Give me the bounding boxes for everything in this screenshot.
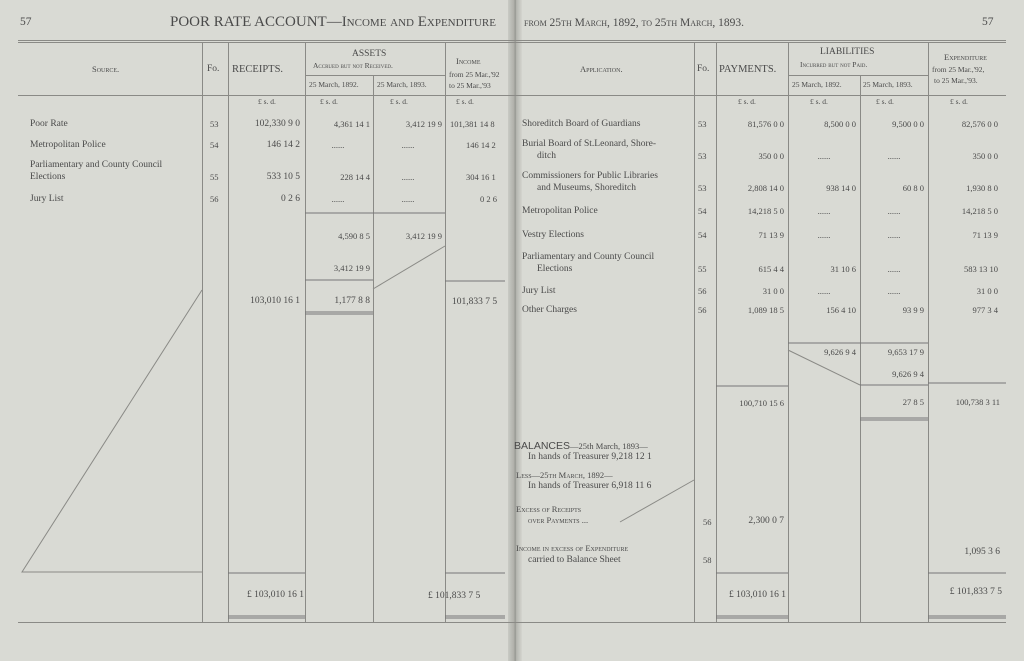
currency-header: £ s. d. xyxy=(876,97,894,106)
page-number-right: 57 xyxy=(982,16,994,28)
right-row-payment: 31 0 0 xyxy=(762,286,784,296)
right-row-liab93: ...... xyxy=(887,230,901,240)
income-excess-label: Income in excess of Expenditure xyxy=(516,543,629,553)
header-expenditure-sub2: to 25 Mar.,'93. xyxy=(934,76,978,85)
left-row-receipts: 146 14 2 xyxy=(266,140,300,150)
right-row-expenditure: 583 13 10 xyxy=(964,264,998,274)
left-row-asset92: ...... xyxy=(331,194,345,204)
balances-heading: BALANCES—25th March, 1893— xyxy=(514,440,648,452)
currency-header: £ s. d. xyxy=(456,97,474,106)
left-row-asset92: 4,361 14 1 xyxy=(333,119,370,129)
right-row-liab92: ...... xyxy=(817,206,831,216)
left-row-income: 304 16 1 xyxy=(466,172,496,182)
left-row-income: 146 14 2 xyxy=(466,140,496,150)
left-row-asset93: ...... xyxy=(401,172,415,182)
income-excess-label-cont: carried to Balance Sheet xyxy=(528,555,621,565)
right-row-liab92: 8,500 0 0 xyxy=(824,119,856,129)
liab93-sum: 9,653 17 9 xyxy=(887,347,924,357)
currency-header: £ s. d. xyxy=(738,97,756,106)
right-row-fo: 54 xyxy=(698,230,707,240)
balances-treasurer-1893: In hands of Treasurer 9,218 12 1 xyxy=(528,452,652,462)
left-row-income: 0 2 6 xyxy=(480,194,497,204)
right-row-payment: 2,808 14 0 xyxy=(747,183,784,193)
right-row-application: Vestry Elections xyxy=(522,230,585,240)
header-liabilities-sub: Incurred but not Paid. xyxy=(800,60,868,69)
expenditure-grand-total: £ 101,833 7 5 xyxy=(949,587,1002,597)
excess-receipts-label-cont: over Payments ... xyxy=(528,515,589,525)
header-expenditure-sub1: from 25 Mar.,'92, xyxy=(932,65,985,74)
income-excess-fo: 58 xyxy=(703,555,712,565)
left-row-asset93: ...... xyxy=(401,194,415,204)
right-row-liab92: ...... xyxy=(817,230,831,240)
header-liabilities: LIABILITIES xyxy=(820,47,875,57)
left-row-source-cont: Elections xyxy=(30,172,66,182)
header-payments: PAYMENTS. xyxy=(719,64,777,75)
currency-header: £ s. d. xyxy=(258,97,276,106)
right-row-liab93: ...... xyxy=(887,264,901,274)
left-row-asset92: ...... xyxy=(331,140,345,150)
left-row-fo: 56 xyxy=(210,194,219,204)
income-total: 101,833 7 5 xyxy=(452,297,498,307)
right-row-fo: 55 xyxy=(698,264,707,274)
left-row-fo: 53 xyxy=(210,119,219,129)
header-fo-right: Fo. xyxy=(697,64,710,74)
right-row-application-cont: Elections xyxy=(537,264,573,274)
right-row-application: Shoreditch Board of Guardians xyxy=(522,119,641,129)
left-row-asset92: 228 14 4 xyxy=(340,172,370,182)
right-row-liab93: 9,500 0 0 xyxy=(892,119,924,129)
right-row-liab93: ...... xyxy=(887,206,901,216)
right-row-liab93: 93 9 9 xyxy=(902,305,924,315)
left-row-receipts: 0 2 6 xyxy=(281,194,300,204)
left-row-source: Jury List xyxy=(30,194,64,204)
left-row-source: Poor Rate xyxy=(30,119,68,129)
currency-header: £ s. d. xyxy=(810,97,828,106)
header-income: Income xyxy=(456,56,481,66)
right-row-liab92: ...... xyxy=(817,286,831,296)
page-number-left: 57 xyxy=(20,16,32,28)
header-asset-date1: 25 March, 1892. xyxy=(309,80,359,89)
header-source: Source. xyxy=(92,64,120,74)
right-row-payment: 615 4 4 xyxy=(758,264,784,274)
header-assets-sub: Accrued but not Received. xyxy=(313,61,393,70)
header-fo-left: Fo. xyxy=(207,64,220,74)
right-row-expenditure: 71 13 9 xyxy=(972,230,998,240)
payments-total: 100,710 15 6 xyxy=(739,398,784,408)
header-liab-date1: 25 March, 1892. xyxy=(792,80,842,89)
income-excess-amount: 1,095 3 6 xyxy=(964,547,1000,557)
right-row-liab92: 938 14 0 xyxy=(826,183,856,193)
right-row-fo: 56 xyxy=(698,286,707,296)
currency-header: £ s. d. xyxy=(390,97,408,106)
right-row-application: Other Charges xyxy=(522,305,577,315)
right-row-liab92: 156 4 10 xyxy=(826,305,856,315)
right-row-application-cont: ditch xyxy=(537,151,556,161)
right-row-fo: 54 xyxy=(698,206,707,216)
right-row-application: Burial Board of St.Leonard, Shore- xyxy=(522,139,657,149)
right-row-application: Metropolitan Police xyxy=(522,206,598,216)
left-row-income: 101,381 14 8 xyxy=(450,119,495,129)
right-row-liab93: ...... xyxy=(887,151,901,161)
excess-receipts-label: Excess of Receipts xyxy=(516,504,582,514)
right-row-expenditure: 31 0 0 xyxy=(976,286,998,296)
right-row-fo: 53 xyxy=(698,119,707,129)
balances-treasurer-1892: In hands of Treasurer 6,918 11 6 xyxy=(528,481,652,491)
right-row-liab93: 60 8 0 xyxy=(902,183,924,193)
right-row-fo: 56 xyxy=(698,305,707,315)
right-row-liab92: ...... xyxy=(817,151,831,161)
right-row-fo: 53 xyxy=(698,183,707,193)
right-row-expenditure: 82,576 0 0 xyxy=(961,119,998,129)
liab92-sum: 9,626 9 4 xyxy=(824,347,856,357)
liab93-less: 9,626 9 4 xyxy=(892,369,924,379)
payments-grand-total: £ 103,010 16 1 xyxy=(729,590,786,600)
asset92-less: 3,412 19 9 xyxy=(333,263,370,273)
currency-header: £ s. d. xyxy=(320,97,338,106)
header-assets: ASSETS xyxy=(352,49,387,59)
left-row-fo: 55 xyxy=(210,172,219,182)
right-row-payment: 81,576 0 0 xyxy=(747,119,784,129)
right-row-payment: 14,218 5 0 xyxy=(747,206,784,216)
header-application: Application. xyxy=(580,64,623,74)
income-grand-total: £ 101,833 7 5 xyxy=(428,591,481,601)
right-row-fo: 53 xyxy=(698,151,707,161)
left-row-source: Parliamentary and County Council xyxy=(30,160,163,170)
right-row-payment: 350 0 0 xyxy=(758,151,784,161)
liab93-net: 27 8 5 xyxy=(902,397,924,407)
header-receipts: RECEIPTS. xyxy=(232,64,284,75)
left-row-asset93: ...... xyxy=(401,140,415,150)
right-row-expenditure: 977 3 4 xyxy=(972,305,998,315)
right-row-expenditure: 1,930 8 0 xyxy=(966,183,998,193)
header-income-sub2: to 25 Mar.,'93 xyxy=(449,81,491,90)
left-row-fo: 54 xyxy=(210,140,219,150)
excess-receipts-amount: 2,300 0 7 xyxy=(748,516,784,526)
right-row-liab93: ...... xyxy=(887,286,901,296)
currency-header: £ s. d. xyxy=(950,97,968,106)
right-row-application: Commissioners for Public Libraries xyxy=(522,171,658,181)
right-row-application: Jury List xyxy=(522,286,556,296)
balances-less: Less—25th March, 1892— xyxy=(516,470,613,480)
left-row-receipts: 102,330 9 0 xyxy=(254,119,300,129)
right-row-payment: 71 13 9 xyxy=(758,230,784,240)
asset92-sum: 4,590 8 5 xyxy=(338,231,370,241)
page-title-continued: from 25th March, 1892, to 25th March, 1893. xyxy=(524,17,745,29)
header-asset-date2: 25 March, 1893. xyxy=(377,80,427,89)
header-expenditure: Expenditure xyxy=(944,52,987,62)
left-row-asset93: 3,412 19 9 xyxy=(405,119,442,129)
right-row-expenditure: 350 0 0 xyxy=(972,151,998,161)
header-income-sub1: from 25 Mar.,'92 xyxy=(449,70,500,79)
asset92-net: 1,177 8 8 xyxy=(334,296,370,306)
left-row-source: Metropolitan Police xyxy=(30,140,106,150)
receipts-total: 103,010 16 1 xyxy=(250,296,300,306)
receipts-grand-total: £ 103,010 16 1 xyxy=(247,590,304,600)
page-title: POOR RATE ACCOUNT—Income and Expenditure xyxy=(170,14,496,30)
right-row-payment: 1,089 18 5 xyxy=(747,305,784,315)
right-row-application-cont: and Museums, Shoreditch xyxy=(537,183,636,193)
left-row-receipts: 533 10 5 xyxy=(266,172,300,182)
header-liab-date2: 25 March, 1893. xyxy=(863,80,913,89)
expenditure-total: 100,738 3 11 xyxy=(955,397,1000,407)
excess-receipts-fo: 56 xyxy=(703,517,712,527)
right-row-liab92: 31 10 6 xyxy=(830,264,856,274)
right-row-application: Parliamentary and County Council xyxy=(522,252,655,262)
right-row-expenditure: 14,218 5 0 xyxy=(961,206,998,216)
asset93-sum: 3,412 19 9 xyxy=(405,231,442,241)
